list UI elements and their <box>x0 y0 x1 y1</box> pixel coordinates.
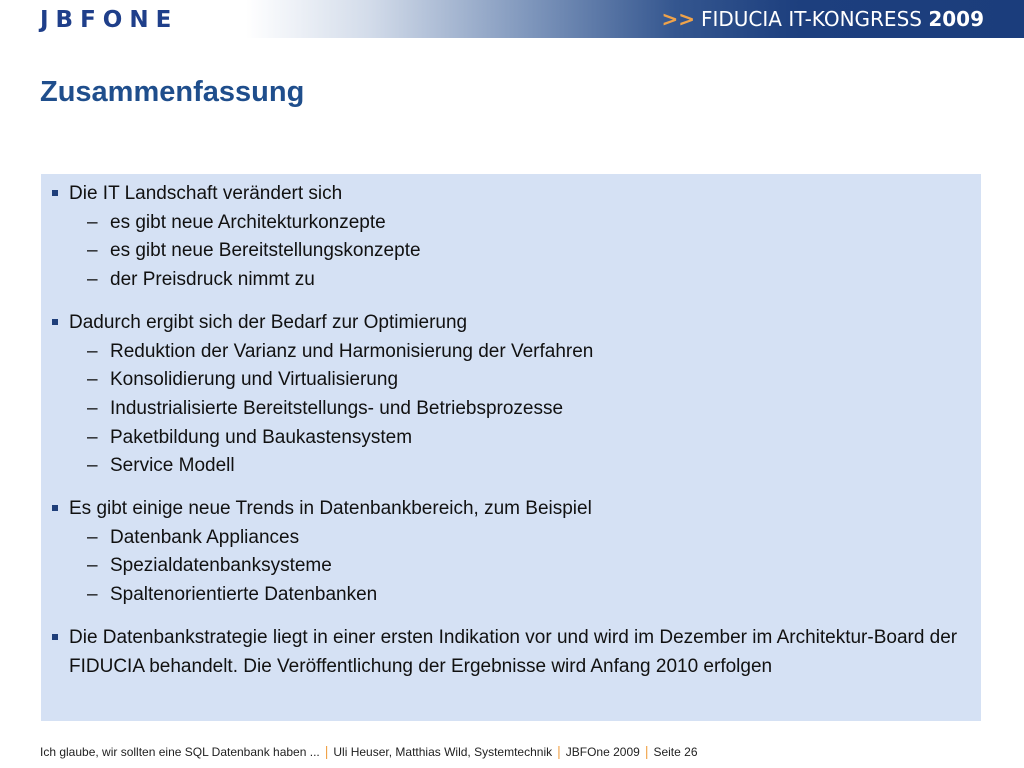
sub-text: es gibt neue Architekturkonzepte <box>110 211 386 233</box>
square-bullet-icon <box>52 505 58 511</box>
bullet-text: Es gibt einige neue Trends in Datenbankbereich, zum Beispiel <box>69 498 592 520</box>
dash-marker: – <box>87 211 98 233</box>
congress-arrows: >> <box>661 7 695 31</box>
sub-list <box>69 338 975 482</box>
sub-text: der Preisdruck nimmt zu <box>110 269 315 291</box>
sub-text: Reduktion der Varianz und Harmonisierung der Verfahren <box>110 340 594 362</box>
sub-text: Spaltenorientierte Datenbanken <box>110 584 378 606</box>
square-bullet-icon <box>52 190 58 196</box>
footer-separator: | <box>324 743 329 759</box>
jbfone-logo <box>40 6 178 34</box>
sub-item <box>69 366 975 395</box>
dash-marker: – <box>87 340 98 362</box>
square-bullet-icon <box>52 634 58 640</box>
square-bullet-icon <box>52 319 58 325</box>
footer-page-number: Seite 26 <box>653 745 698 759</box>
sub-item <box>69 338 975 367</box>
dash-marker: – <box>87 555 98 577</box>
sub-text: Datenbank Appliances <box>110 526 300 548</box>
bullet-text: Dadurch ergibt sich der Bedarf zur Optimierung <box>69 311 468 333</box>
sub-item <box>69 452 975 481</box>
bullet-text: Die IT Landschaft verändert sich <box>69 183 343 204</box>
sub-item <box>69 395 975 424</box>
sub-item <box>69 524 975 553</box>
dash-marker: – <box>87 426 98 448</box>
bullet-item <box>50 495 975 610</box>
bullet-item <box>50 180 975 295</box>
footer-talk-title: Ich glaube, wir sollten eine SQL Datenbank haben ... <box>40 745 320 759</box>
footer-authors: Uli Heuser, Matthias Wild, Systemtechnik <box>333 745 553 759</box>
sub-item <box>69 424 975 453</box>
bullet-item <box>50 309 975 481</box>
bullet-text: Die Datenbankstrategie liegt in einer ersten Indikation vor und wird im Dezember im Architektur-Board der FIDUCIA behandelt. Die Veröffentlichung der Ergebnisse wird Anfang 2010 erfolgen <box>69 626 958 677</box>
congress-year: 2009 <box>928 7 984 31</box>
sub-text: Paketbildung und Baukastensystem <box>110 426 413 448</box>
congress-label <box>661 7 984 31</box>
footer-event: JBFOne 2009 <box>565 745 640 759</box>
sub-item <box>69 581 975 610</box>
sub-item <box>69 237 975 266</box>
sub-text: Service Modell <box>110 455 235 477</box>
sub-item <box>69 266 975 295</box>
bullet-list <box>50 180 975 695</box>
sub-text: Spezialdatenbanksysteme <box>110 555 332 577</box>
dash-marker: – <box>87 584 98 606</box>
sub-item <box>69 552 975 581</box>
sub-list <box>69 209 975 295</box>
dash-marker: – <box>87 369 98 391</box>
footer-separator: | <box>644 743 649 759</box>
sub-item <box>69 209 975 238</box>
sub-text: Industrialisierte Bereitstellungs- und Betriebsprozesse <box>110 397 564 419</box>
footer-separator: | <box>557 743 561 759</box>
dash-marker: – <box>87 269 98 291</box>
footer <box>40 743 698 759</box>
sub-text: es gibt neue Bereitstellungskonzepte <box>110 240 421 262</box>
bullet-item <box>50 624 975 681</box>
dash-marker: – <box>87 455 98 477</box>
page-title: Zusammenfassung <box>40 76 305 108</box>
logo-text: JBFONE <box>40 7 179 33</box>
sub-text: Konsolidierung und Virtualisierung <box>110 369 399 391</box>
sub-list <box>69 524 975 610</box>
dash-marker: – <box>87 240 98 262</box>
congress-text: FIDUCIA IT-KONGRESS <box>700 7 922 31</box>
dash-marker: – <box>87 526 98 548</box>
dash-marker: – <box>87 397 98 419</box>
